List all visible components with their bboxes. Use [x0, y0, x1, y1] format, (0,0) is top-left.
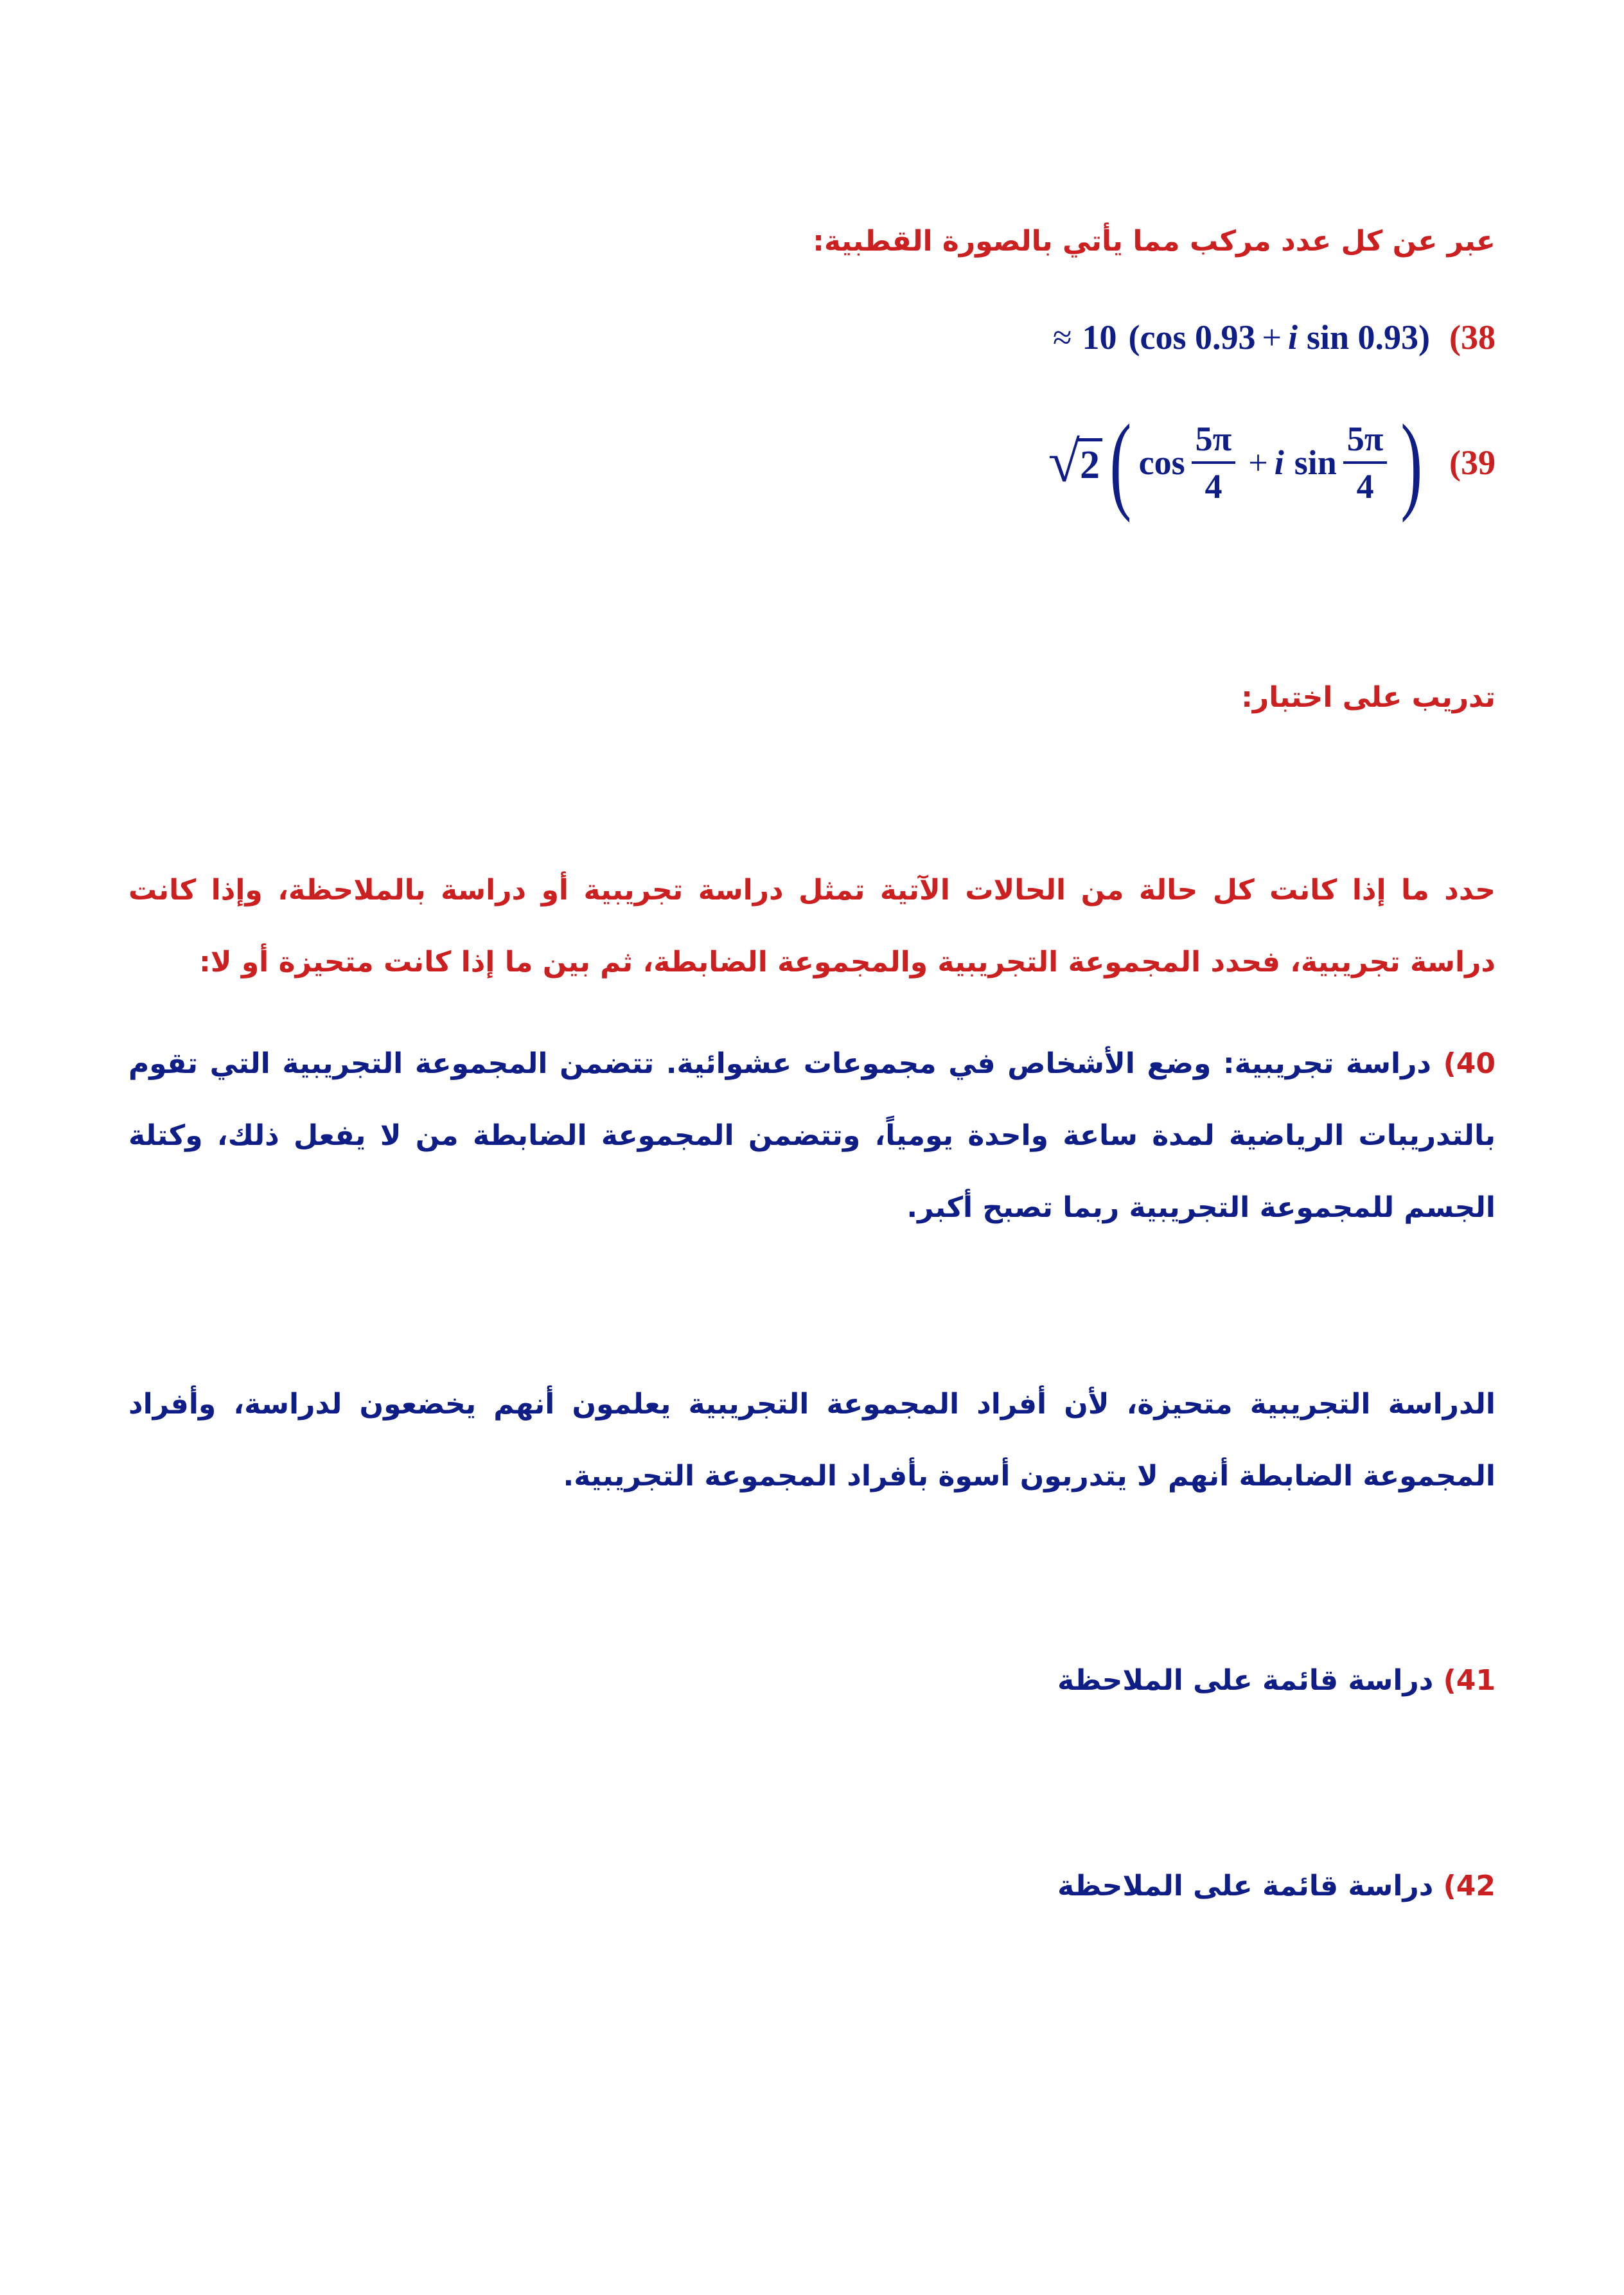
equation-38-sin-part: sin 0.93) — [1306, 318, 1431, 357]
equation-38-coefficient: 10 — [1082, 318, 1117, 357]
equation-38-approx: ≈ — [1052, 318, 1072, 357]
section-heading-test-practice: تدريب على اختبار: — [1241, 681, 1496, 714]
fraction-2-numerator: 5π — [1343, 416, 1388, 464]
fraction-1-denominator: 4 — [1205, 467, 1222, 506]
equation-39-sin: sin — [1294, 443, 1337, 482]
item-41-text: دراسة قائمة على الملاحظة — [1057, 1664, 1434, 1697]
item-40-number: 40) — [1443, 1047, 1496, 1080]
equation-39-fraction-1 — [1192, 416, 1236, 509]
equation-38 — [1053, 302, 1496, 373]
right-paren-icon: ) — [1400, 402, 1423, 523]
equation-39-radicand: 2 — [1077, 438, 1102, 489]
equation-39-fraction-2 — [1343, 416, 1388, 509]
equation-38-imaginary-unit: i — [1287, 318, 1298, 357]
fraction-1-numerator: 5π — [1192, 416, 1236, 464]
radical-sign-icon: √ — [1048, 430, 1081, 494]
instruction-paragraph: حدد ما إذا كانت كل حالة من الحالات الآتية تمثل دراسة تجريبية أو دراسة بالملاحظة، وإذا كانت دراسة تجريبية، فحدد المجموعة التجريبية والمجموعة الضابطة، ثم بين ما إذا كانت متحيزة أو لا: — [128, 874, 1496, 979]
item-42-text: دراسة قائمة على الملاحظة — [1057, 1870, 1434, 1902]
equation-39-imaginary-unit: i — [1274, 443, 1284, 482]
equation-39 — [1048, 398, 1496, 527]
left-paren-icon: ( — [1109, 402, 1132, 523]
item-40 — [128, 1028, 1496, 1244]
item-40-text: دراسة تجريبية: وضع الأشخاص في مجموعات عشوائية. تتضمن المجموعة التجريبية التي تقوم بالتدريبات الرياضية لمدة ساعة واحدة يومياً، وتتضمن المجموعة الضابطة من لا يفعل ذلك، وكتلة الجسم للمجموعة التجريبية ربما تصبح أكبر. — [128, 1047, 1496, 1224]
equation-38-label: (38 — [1449, 318, 1496, 357]
equation-39-label: (39 — [1449, 443, 1496, 482]
item-41 — [128, 1645, 1496, 1717]
answer-40-paragraph: الدراسة التجريبية متحيزة، لأن أفراد المجموعة التجريبية يعلمون أنهم يخضعون لدراسة، وأفراد المجموعة الضابطة أنهم لا يتدربون أسوة بأفراد المجموعة التجريبية. — [128, 1388, 1496, 1493]
equation-39-sqrt — [1048, 430, 1102, 494]
equation-39-cos: cos — [1138, 443, 1185, 482]
equation-39-plus: + — [1248, 443, 1268, 482]
equation-38-plus: + — [1262, 318, 1282, 357]
item-41-number: 41) — [1443, 1664, 1496, 1697]
item-42-number: 42) — [1443, 1870, 1496, 1902]
equation-38-cos-part: (cos 0.93 — [1128, 318, 1256, 357]
item-42 — [128, 1850, 1496, 1922]
section-heading-polar-form: عبر عن كل عدد مركب مما يأتي بالصورة القطبية: — [813, 225, 1496, 258]
fraction-2-denominator: 4 — [1356, 467, 1374, 506]
